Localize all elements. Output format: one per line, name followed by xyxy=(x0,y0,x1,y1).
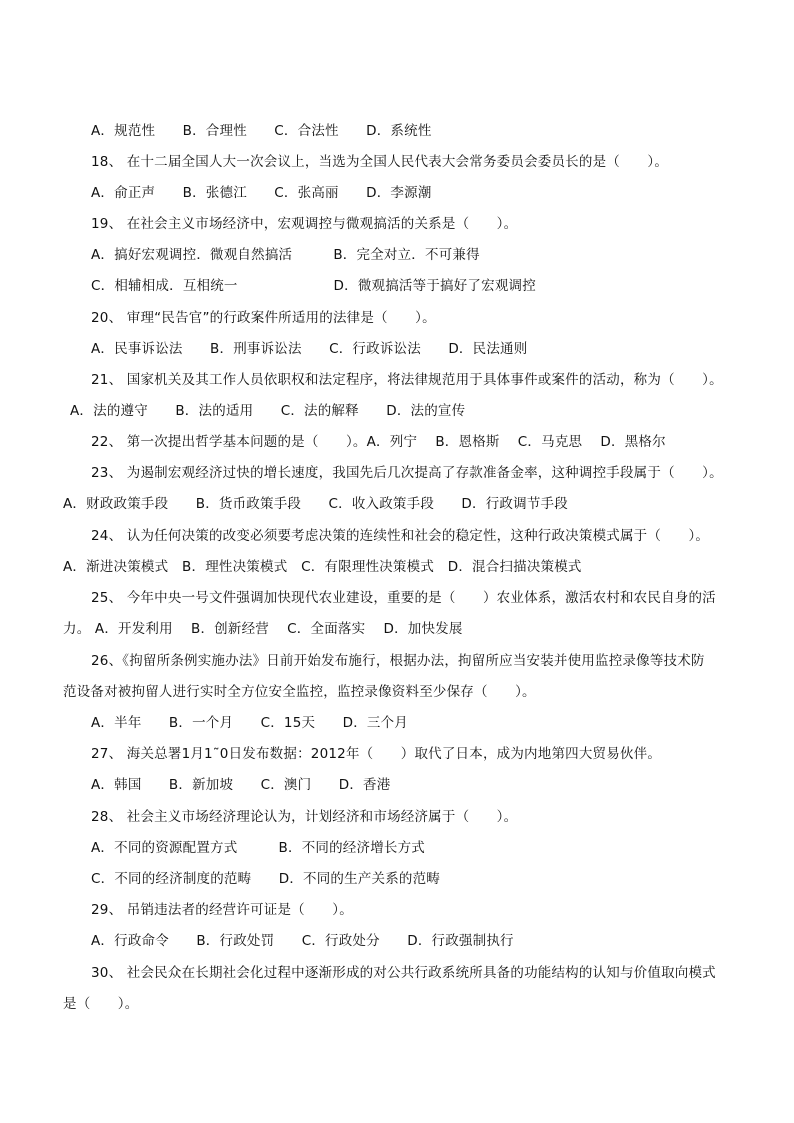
question-18: 18、 在十二届全国人大一次会议上，当选为全国人民代表大会常务委员会委员长的是（ ）。 xyxy=(91,154,669,170)
question-25-cont: 力。 A．开发利用 B．创新经营 C．全面落实 D．加快发展 xyxy=(63,621,463,637)
question-30-cont: 是（ ）。 xyxy=(63,996,139,1012)
question-23: 23、 为遏制宏观经济过快的增长速度，我国先后几次提高了存款准备金率，这种调控手段属于（ ）。 xyxy=(91,465,723,481)
question-25: 25、 今年中央一号文件强调加快现代农业建设，重要的是（ ）农业体系，激活农村和农民自身的活 xyxy=(91,590,716,606)
option-line-20: A．民事诉讼法 B．刑事诉讼法 C．行政诉讼法 D．民法通则 xyxy=(91,341,528,357)
option-line-21: A．法的遵守 B．法的适用 C．法的解释 D．法的宣传 xyxy=(70,403,466,419)
question-26: 26、《拘留所条例实施办法》日前开始发布施行，根据办法，拘留所应当安装并使用监控录像等技术防 xyxy=(91,653,705,669)
option-line-24: A．渐进决策模式 B．理性决策模式 C．有限理性决策模式 D．混合扫描决策模式 xyxy=(63,559,582,575)
option-line-29: A．行政命令 B．行政处罚 C．行政处分 D．行政强制执行 xyxy=(91,933,514,949)
question-19: 19、 在社会主义市场经济中，宏观调控与微观搞活的关系是（ ）。 xyxy=(91,216,518,232)
option-line-26: A．半年 B．一个月 C．15天 D．三个月 xyxy=(91,715,408,731)
question-24: 24、 认为任何决策的改变必须要考虑决策的连续性和社会的稳定性，这种行政决策模式属于（ ）。 xyxy=(91,528,710,544)
option-line-27: A．韩国 B．新加坡 C．澳门 D．香港 xyxy=(91,777,391,793)
question-30: 30、 社会民众在长期社会化过程中逐渐形成的对公共行政系统所具备的功能结构的认知与价值取向模式 xyxy=(91,965,716,981)
question-22: 22、 第一次提出哲学基本问题的是（ ）。A．列宁 B．恩格斯 C．马克思 D．黑格尔 xyxy=(91,434,666,450)
question-26-cont: 范设备对被拘留人进行实时全方位安全监控，监控录像资料至少保存（ ）。 xyxy=(63,684,536,700)
option-line-19-ab: A．搞好宏观调控．微观自然搞活 B．完全对立．不可兼得 xyxy=(91,247,480,263)
option-line-18: A．俞正声 B．张德江 C．张高丽 D．李源潮 xyxy=(91,185,432,201)
question-29: 29、 吊销违法者的经营许可证是（ ）。 xyxy=(91,902,353,918)
option-line-23: A．财政政策手段 B．货币政策手段 C．收入政策手段 D．行政调节手段 xyxy=(63,496,568,512)
option-line-17: A．规范性 B．合理性 C．合法性 D．系统性 xyxy=(91,123,432,139)
option-line-28-cd: C．不同的经济制度的范畴 D．不同的生产关系的范畴 xyxy=(91,871,441,887)
option-line-19-cd: C．相辅相成．互相统一 D．微观搞活等于搞好了宏观调控 xyxy=(91,278,536,294)
question-28: 28、 社会主义市场经济理论认为，计划经济和市场经济属于（ ）。 xyxy=(91,809,518,825)
option-line-28-ab: A．不同的资源配置方式 B．不同的经济增长方式 xyxy=(91,840,425,856)
question-21: 21、 国家机关及其工作人员依职权和法定程序，将法律规范用于具体事件或案件的活动，称为（ ）。 xyxy=(91,372,723,388)
question-27: 27、 海关总署1月1˜0日发布数据：2012年（ ）取代了日本，成为内地第四大贸易伙伴。 xyxy=(91,746,662,762)
question-20: 20、 审理“民告官”的行政案件所适用的法律是（ ）。 xyxy=(91,310,436,326)
